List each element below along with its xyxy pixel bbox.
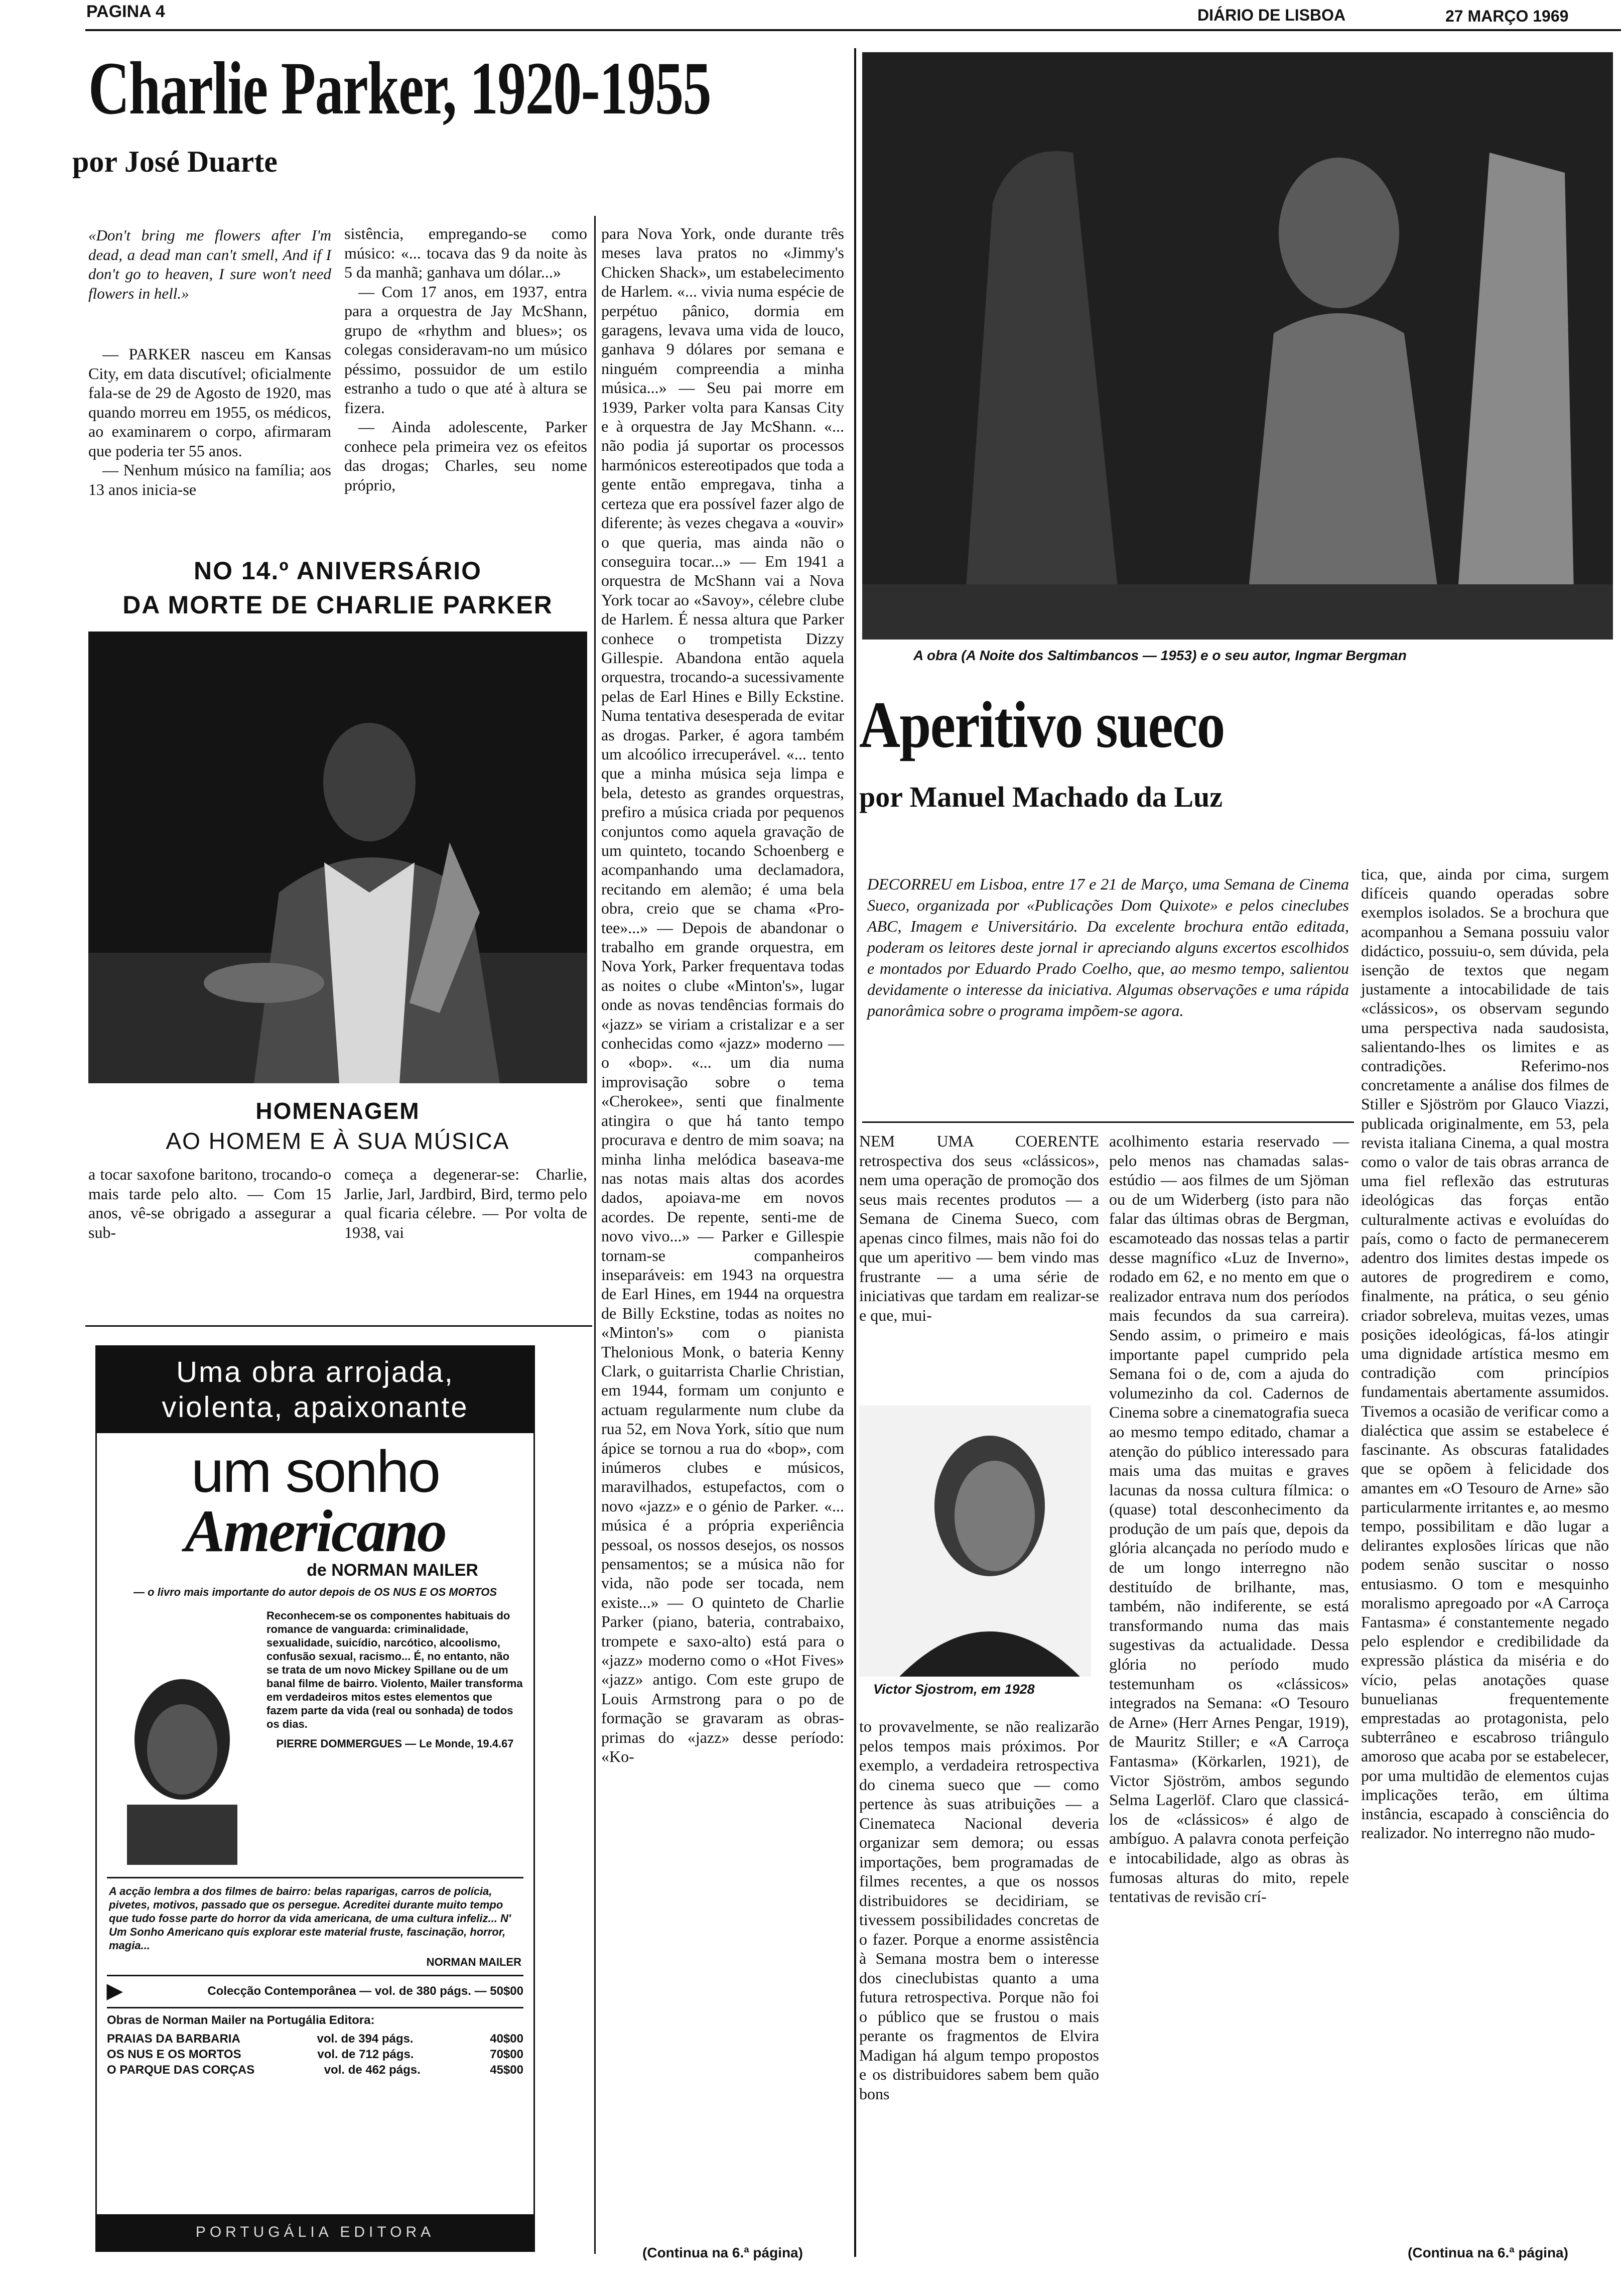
cinema-headline: Aperitivo sueco xyxy=(859,688,1225,762)
ad-tagline: — o livro mais importante do autor depois de OS NUS E OS MORTOS xyxy=(133,1586,497,1598)
cinema-column-2: acolhimento estaria reservado — pelo menos nas chamadas salas-estúdio — aos filmes de um Sjöman ou de um Widerberg (isto para não falar das últimas obras de Bergman, escamoteado das nossas telas a partir desse magnífico «Luz de Inverno», rodado em 62, e no mento em que o realizador entrava num dos períodos mais fecundos da sua carreira). Sendo assim, o primeiro e mais importante papel cumprido pela Semana foi o de, com a ajuda do volumezinho da col. Cadernos de Cinema sobre a cinematografia sueca ao mesmo tempo editado, chamar a atenção do público interessado para mais uma das muitas e graves lacunas da nossa cultura fílmica: o (quase) total desconhecimento da produção de um país que, depois da glória alcançada no período mudo e de um longo interregno não destituído de brilhante, mas, também, não indiferente, se está transformando numa das mais sugestivas da actualidade. Dessa glória no período mudo testemunham os «clássicos» integrados na Semana: «O Tesouro de Arne» (Herr Arnes Pengar, 1919), de Mauritz Stiller; e «A Carroça Fantasma» (Körkarlen, 1921), de Victor Sjöström, ambos segundo Selma Lagerlöf. Claro que classicá-los de «clássicos» é algo de ambíguo. A palavra conota perfeição e intocabilidade, algo as obras às fumosas alturas do mito, repele tentativas de revisão crí- xyxy=(1109,1132,1349,1906)
ad-collection-line xyxy=(107,1980,523,2002)
issue-date: 27 MARÇO 1969 xyxy=(1445,7,1569,25)
ad-book-row: O PARQUE DAS CORÇAS vol. de 462 págs. 45$00 xyxy=(107,2063,523,2077)
parker-column-2 xyxy=(344,224,587,494)
publisher-logo-icon: ▶ xyxy=(107,1980,122,2002)
parker-paragraph: — Com 17 anos, em 1937, entra para a orquestra de Jay McShann, grupo de «rhythm and blues»; os colegas consideravam-no um músico péssimo, possuidor de um estilo estranho a tudo o que até à altura se fizera. xyxy=(344,282,587,417)
parker-column-1 xyxy=(88,344,331,499)
parker-paragraph: — PARKER nasceu em Kansas City, em data discutível; oficialmente fala-se de 29 de Agosto de 1920, mas quando morreu em 1955, os médicos, ao examinarem o corpo, afirmaram que poderia ter 55 anos. xyxy=(88,345,331,460)
page-number: PAGINA 4 xyxy=(86,2,165,21)
ad-book-title-line-2: Americano xyxy=(185,1497,446,1564)
ad-other-works-title: Obras de Norman Mailer na Portugália Editora: xyxy=(107,2013,375,2027)
charlie-parker-photo xyxy=(88,631,587,1083)
ad-top-rule xyxy=(85,1325,592,1327)
parker-column-3: para Nova York, onde durante três meses lava pratos no «Jimmy's Chicken Shack», um estabelecimento de Harlem. «... vivia numa espécie de perpétuo pânico, dormia em garagens, levava uma vida de louco, ganhava 9 dólares por semana e ninguém compreendia a minha música...» — Seu pai morre em 1939, Parker volta para Kansas City e à orquestra de Jay McShann. «... não podia já suportar os processos harmónicos estereotipados que toda a gente então empregava, tinha a certeza que era possível fazer algo de diferente; às vezes chegava a «ouvir» o que queria, mas ainda não o conseguira tocar...» — Em 1941 a orquestra de McShann vai a Nova York tocar ao «Savoy», célebre clube de Harlem. É nessa altura que Parker conhece o trompetista Dizzy Gillespie. Abandona então aquela orquestra, trocando-a sucessivamente pelas de Earl Hines e Billy Eckstine. Numa tentativa desesperada de evitar as drogas. Parker, é agora também um alcoólico irrecuperável. «... tento que a minha música seja limpa e bela, detesto as grandes orquestras, prefiro a música criada por pequenos conjuntos como aquela gravação de um quinteto, tocando Schoenberg e acompanhando uma declamadora, recitando em alemão; é uma bela obra, creio que se chama «Pro-tee»...» — Depois de abandonar o trabalho em grande orquestra, em Nova York, Parker frequentava todas as noites o clube «Minton's», lugar onde as novas tendências formais do «jazz» se viriam a cristalizar e a ser conhecidas como «jazz» moderno — o «bop». «... um dia numa improvisação sobre o tema «Cherokee», senti que finalmente atingira o que há tanto tempo procurava e dentro de mim soava; na minha linha melódica baseava-me nas notas mais altas dos acordes dados, apoiava-me em novos acordes. De repente, senti-me de novo vivo...» — Parker e Gillespie tornam-se companheiros inseparáveis: em 1943 na orquestra de Earl Hines, em 1944 na orquestra de Billy Eckstine, todas as noites no «Minton's» com o pianista Thelonious Monk, o bateria Kenny Clark, o guitarrista Charlie Christian, em 1944, formam um conjunto e actuam regularmente num clube da rua 52, em Nova York, sítio que num ápice se tornou a rua do «bop», com inúmeros clubes e músicos, maravilhados, estupefactos, com o novo «jazz» e o génio de Parker. «... música é a própria experiência pessoal, os nossos desejos, os nossos pensamentos; se a música não for vida, não pode ser tocada, nem existe...» — O quinteto de Charlie Parker (piano, bateria, contrabaixo, trompete e saxo-alto) está para o «jazz» moderno como o «Hot Fives» «jazz» antigo. Com este grupo de Louis Armstrong para o po de formação se gravaram as obras-primas do «jazz» desse período: «Ko- xyxy=(601,224,844,1766)
cinema-column-1-bottom: to provavelmente, se não realizarão pelos tempos mais próximos. Por exemplo, a verdadeira retrospectiva do cinema sueco que — como pertence às suas atribuições — a Cinemateca Nacional deveria organizar sem demora; ou essas importações, bem programadas de filmes recentes, a que os nossos distribuidores se decidiriam, se tivessem possibilidades concretas de o fazer. Porque a enorme assistência à Semana mostra bem o interesse dos cineclubistas quanto a uma futura retrospectiva. Porque não foi o público que se frustou o mais perante os fragmentos de Elvira Madigan há algum tempo propostos e os distribuidores sabem bem quão bons xyxy=(859,1717,1099,2103)
ad-note xyxy=(107,1877,523,1976)
saxophonist-illustration xyxy=(88,631,587,1083)
homage-heading-2: AO HOMEM E À SUA MÚSICA xyxy=(166,1128,510,1154)
cinema-column-1-top: NEM UMA COERENTE retrospectiva dos seus «clássicos», nem uma operação de promoção dos seus mais recentes produtos — a Semana de Cinema Sueco, com apenas cinco filmes, mais não foi do que um aperitivo — bem vindo mas frustrante — a uma série de iniciativas que tardam em realizar-se e que, mui- xyxy=(859,1132,1099,1324)
column-divider xyxy=(854,48,856,2257)
parker-paragraph: — Ainda adolescente, Parker conhece pela primeira vez os efeitos das drogas; Charles, seu nome próprio, xyxy=(344,418,587,494)
anniversary-heading-1: NO 14.º ANIVERSÁRIO xyxy=(194,557,482,585)
victor-sjostrom-photo xyxy=(859,1406,1091,1677)
parker-epigraph: «Don't bring me flowers after I'm dead, a dead man can't smell, And if I don't go to heaven, I sure won't need flowers in hell.» xyxy=(88,226,331,302)
parker-inner-divider xyxy=(594,216,596,2254)
mailer-portrait xyxy=(107,1654,257,1865)
ad-slogan-line: Uma obra arrojada, xyxy=(176,1356,454,1388)
parker-paragraph: — Nenhum músico na família; aos 13 anos inicia-se xyxy=(88,461,331,498)
header-rule xyxy=(85,29,1621,31)
book-advertisement xyxy=(95,1345,535,2252)
bergman-film-photo xyxy=(862,52,1613,640)
ad-quote-source: PIERRE DOMMERGUES — Le Monde, 19.4.67 xyxy=(276,1737,514,1750)
ad-blurb-area xyxy=(97,1599,533,1865)
homage-heading-1: HOMENAGEM xyxy=(255,1098,420,1124)
ad-collection-text: Colecção Contemporânea — vol. de 380 págs. — 50$00 xyxy=(207,1984,523,1998)
parker-headline: Charlie Parker, 1920-1955 xyxy=(88,47,711,130)
anniversary-heading-2: DA MORTE DE CHARLIE PARKER xyxy=(122,591,553,619)
intro-rule xyxy=(862,1121,1354,1123)
portrait-image xyxy=(859,1406,1091,1677)
sjostrom-caption: Victor Sjostrom, em 1928 xyxy=(873,1682,1035,1697)
parker-byline: por José Duarte xyxy=(72,145,278,178)
parker-lower-left: a tocar saxofone baritono, trocando-o mais tarde pelo alto. — Com 15 anos, vê-se obrigado a assegurar a sub- xyxy=(88,1165,331,1241)
ad-blurb: Reconhecem-se os componentes habituais do romance de vanguarda: criminalidade, sexualidade, suicídio, narcótico, alcoolismo, confusão sexual, racismo... É, no entanto, não se trata de um novo Mickey Spillane ou de um banal filme de bairro. Violento, Mailer transforma em verdadeiros mitos estes elementos que fazem parte da vida (real ou sonhada) de todos os dias. xyxy=(266,1609,523,1730)
parker-lower-right: começa a degenerar-se: Charlie, Jarlie, Jarl, Jardbird, Bird, termo pelo qual ficaria célebre. — Por volta de 1938, vai xyxy=(344,1165,587,1241)
ad-book-title-line-1: um sonho xyxy=(191,1439,440,1505)
ad-note-signature: NORMAN MAILER xyxy=(426,1956,521,1968)
cinema-intro: DECORREU em Lisboa, entre 17 e 21 de Março, uma Semana de Cinema Sueco, organizada por «Publicações Dom Quixote» e pelos cineclubes ABC, Imagem e Universitário. Da excelente brochura então editada, poderam os leitores deste jornal ir apreciando alguns excertos escolhidos e montados por Eduardo Prado Coelho, que, ao mesmo tempo, salientou devidamente o interesse da iniciativa. Algumas observações e uma rápida panorâmica sobre o programa impõem-se agora. xyxy=(867,875,1349,1020)
ad-collection xyxy=(107,1980,523,2002)
ad-book-row: PRAIAS DA BARBARIA vol. de 394 págs. 40$00 xyxy=(107,2032,523,2046)
ad-publisher-bar: PORTUGÁLIA EDITORA xyxy=(97,2214,533,2250)
ad-author: de NORMAN MAILER xyxy=(307,1561,478,1580)
newspaper-name: DIÁRIO DE LISBOA xyxy=(1197,6,1346,24)
film-still-image xyxy=(862,52,1613,640)
cinema-byline: por Manuel Machado da Luz xyxy=(859,781,1223,813)
film-photo-caption: A obra (A Noite dos Saltimbancos — 1953) e o seu autor, Ingmar Bergman xyxy=(913,648,1407,663)
ad-blurb-text xyxy=(257,1609,523,1865)
cinema-column-3: tica, que, ainda por cima, surgem difíceis quando operadas sobre exemplos isolados. Se a brochura que acompanhou a Semana possuiu valor didáctico, possuiu-o, sem dúvida, pela isenção de textos que negam justamente a intocabilidade de tais «clássicos», os observam segundo uma perspectiva nada saudosista, salientando-lhes os limites e as contradições. Referimo-nos concretamente a análise dos filmes de Stiller e Sjöström por Glauco Viazzi, publicada originalmente, em 53, pela revista italiana Cinema, a qual mostra como o valor de tais obras arranca de uma fiel reflexão das estruturas ideológicas das forças então culturalmente activas e evoluídas do país, como o facto de permanecerem adentro dos limites destas impede os autores de progredirem e como, finalmente, na prática, o seu génio criador sobreleva, muitas vezes, umas posições ideológicas, fá-los atingir uma dignidade artística mesmo em contradição com princípios fundamentais abertamente assumidos. Tivemos a ocasião de verificar como a dialéctica que assim se estabelece é fascinante. As obscuras fatalidades que se opõem à felicidade dos amantes em «O Tesouro de Arne» são particularmente irritantes e, ao mesmo tempo, possibilitam e dão lugar a delirantes explosões líricas que não podem senão suscitar o nosso entusiasmo. O tom e mesquinho moralismo apregoado por «A Carroça Fantasma» é constantemente negado pelo esplendor e credibilidade da expressão plástica da miséria e do vício, pelas anotações quase bunuelianas frequentemente emprestadas ao protagonista, pelo subterrâneo e escabroso triângulo amoroso que acaba por se estabelecer, por uma multidão de elementos cujas implicações terão, em última instância, escapado à consciência do realizador. No interregno não mudo- xyxy=(1361,865,1609,1842)
ad-book-row: OS NUS E OS MORTOS vol. de 712 págs. 70$00 xyxy=(107,2048,523,2061)
ad-note-text: A acção lembra a dos filmes de bairro: belas raparigas, carros de polícia, pivetes, motivos, passado que os persegue. Acreditei durante muito tempo que tudo fosse parte do horror da vida americana, de uma cultura infeliz... N' Um Sonho Americano quis explorar este material fruste, fascinação, horror, magia... xyxy=(109,1885,511,1952)
ad-slogan-line: violenta, apaixonante xyxy=(162,1391,469,1424)
mailer-portrait-image xyxy=(107,1654,257,1865)
parker-continued-note: (Continua na 6.ª página) xyxy=(642,2245,803,2260)
ad-other-works xyxy=(107,2007,523,2078)
ad-slogan xyxy=(97,1347,533,1433)
parker-paragraph: sistência, empregando-se como músico: «... tocava das 9 da noite às 5 da manhã; ganhava um dólar...» xyxy=(344,224,587,281)
cinema-continued-note: (Continua na 6.ª página) xyxy=(1408,2245,1568,2260)
